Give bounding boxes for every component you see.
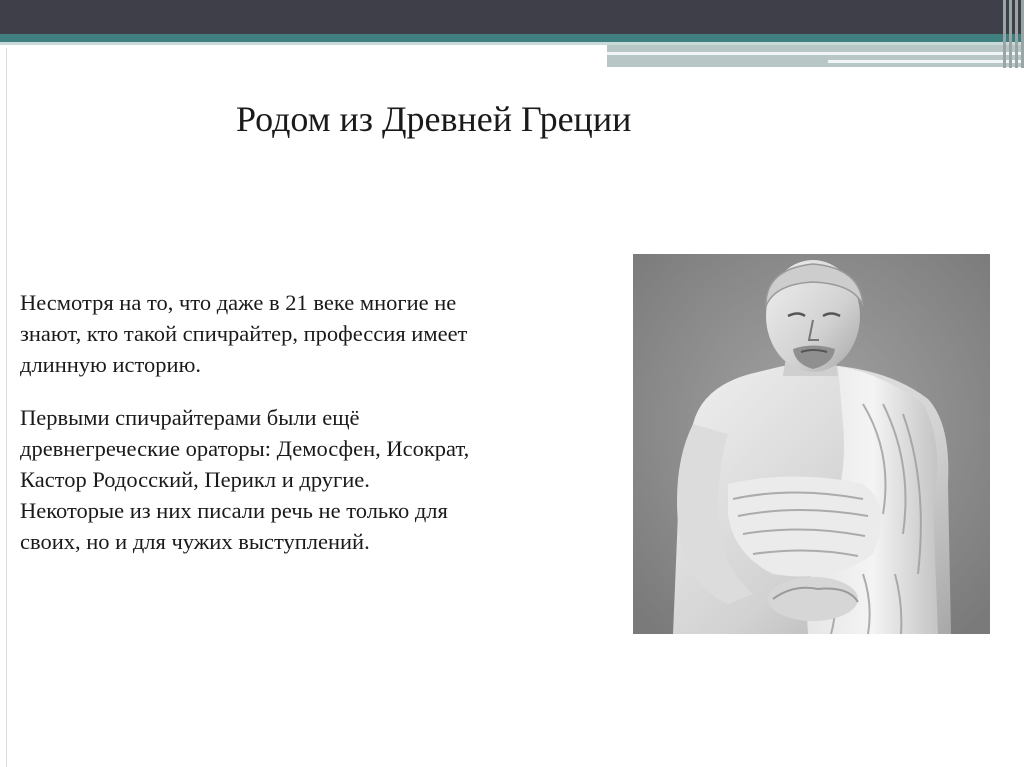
header-band-teal [0, 34, 1024, 42]
header-stripe [607, 52, 1024, 55]
header-band-gray [607, 45, 1024, 67]
slide-body [20, 287, 620, 557]
paragraph-history: Несмотря на то, что даже в 21 веке многие не знают, кто такой спичрайтер, профессия имеет длинную историю. [20, 290, 468, 377]
header-band-dark [0, 0, 1024, 34]
header-vertical-bars [994, 0, 1024, 68]
paragraph-orators: Первыми спичрайтерами были ещё древнегреческие ораторы: Демосфен, Исократ, Кастор Родосский, Перикл и другие. Некоторые из них писали речь не только для своих, но и для чужих выступлений. [20, 405, 470, 554]
statue-image [633, 254, 990, 634]
statue-icon [633, 254, 990, 634]
slide-title: Родом из Древней Греции [236, 99, 632, 139]
frame-line [6, 48, 7, 767]
